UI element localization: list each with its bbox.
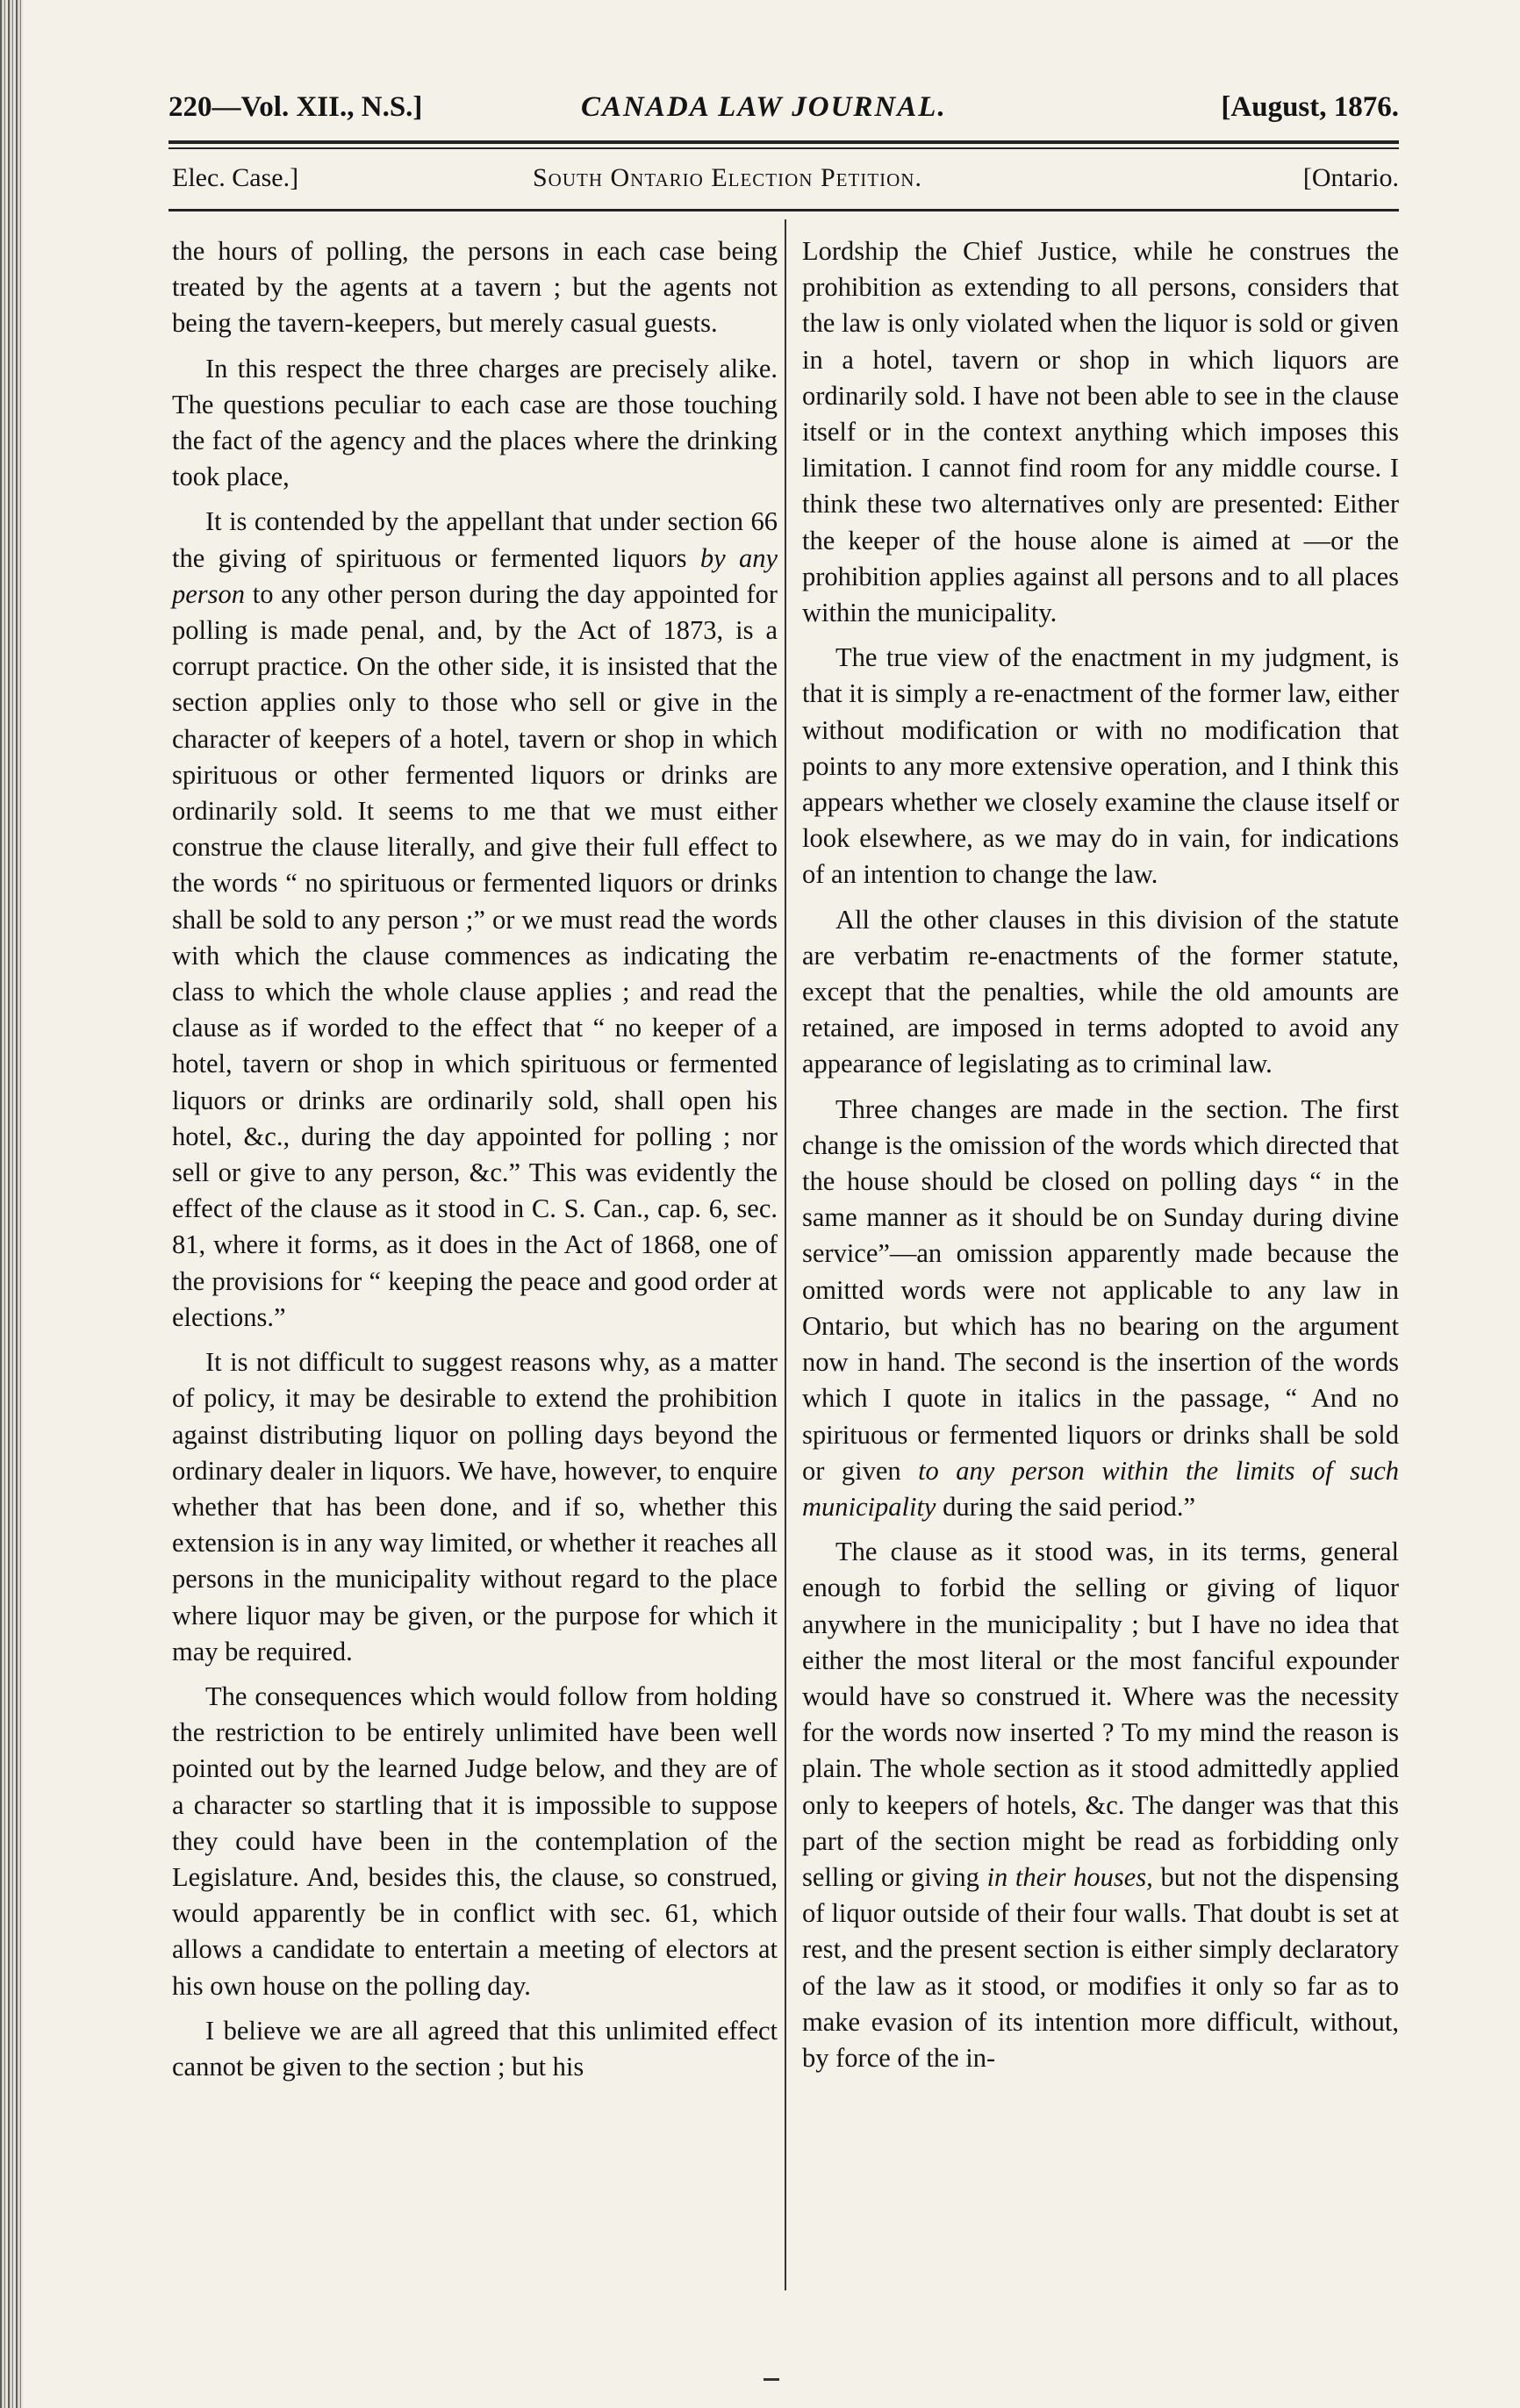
paragraph: It is not difficult to suggest reasons why, as a matter of policy, it may be desirable to extend the prohibition against distributing liquor on polling days beyond the ordinary dealer in liquors. We have, however, to enquire whether that has been done, and if so, whether this extension is in any way limited, or whether it reaches all persons in the municipality without regard to the place where liquor may be given, or the purpose for which it may be required.: [172, 1347, 778, 1666]
paragraph: [172, 504, 778, 1336]
header-rule: [168, 140, 1399, 144]
paragraph: The true view of the enactment in my judgment, is that it is simply a re-enactment of the former law, either without modification or with no modification that points to any more extensive operation, and I think this appears whether we closely examine the clause itself or look elsewhere, as we may do in vain, for indications of an intention to change the law.: [802, 642, 1399, 890]
case-title: South Ontario Election Petition.: [533, 163, 922, 192]
paragraph: the hours of polling, the persons in each case being treated by the agents at a tavern ; but the agents not being the tavern-keepers, but merely casual guests.: [172, 236, 778, 339]
page-mark: [764, 2378, 779, 2381]
paragraph-text: Three changes are made in the section. The first change is the omission of the words which directed that the house should be closed on polling days “ in the same manner as it should be on Sunday during divine service”—an omission apparently made because the omitted words were not applicable to any law in Ontario, but which has no bearing on the argument now in hand. The second is the insertion of the words which I quote in italics in the passage, “ And no spirituous or fermented liquors or drinks shall be sold or given: [802, 1093, 1399, 1486]
paragraph: In this respect the three charges are precisely alike. The questions peculiar to each case are those touching the fact of the agency and the places where the drinking took place,: [172, 353, 778, 492]
italic-phrase: in their houses,: [986, 1861, 1153, 1892]
paragraph-text: during the said period.”: [936, 1491, 1196, 1522]
paragraph-text: to any other person during the day appointed for polling is made penal, and, by the Act of 1873, is a corrupt practice. On the other side, it is insisted that the section applies only to those who sell or give in the character of keepers of a hotel, tavern or shop in which spirituous or other fermented liquors or drinks are ordinarily sold. It seems to me that we must either construe the clause literally, and give their full effect to the words “ no spirituous or fermented liquors or drinks shall be sold to any person ;” or we must read the words with which the clause commences as indicating the class to which the whole clause applies ; and read the clause as if worded to the effect that “ no keeper of a hotel, tavern or shop in which spirituous or fermented liquors or drinks are ordinarily sold, shall open his hotel, &c., during the day appointed for polling ; nor sell or give to any person, &c.” This was evidently the effect of the clause as it stood in C. S. Can., cap. 6, sec. 81, where it forms, as it does in the Act of 1868, one of the provisions for “ keeping the peace and good order at elections.”: [172, 578, 778, 1332]
italic-phrase: to any person within the limits of such municipality: [802, 1455, 1399, 1522]
left-column: [172, 233, 778, 2094]
italic-phrase: by any person: [172, 542, 778, 609]
paragraph: Lordship the Chief Justice, while he construes the prohibition as extending to all persons, considers that the law is only violated when the liquor is sold or given in a hotel, tavern or shop in which liquors are ordinarily sold. I have not been able to see in the clause itself or in the context anything which imposes this limitation. I cannot find room for any middle course. I think these two alternatives only are presented: Either the keeper of the house alone is aimed at —or the prohibition applies against all persons and to all places within the municipality.: [802, 236, 1399, 628]
paragraph: I believe we are all agreed that this unlimited effect cannot be given to the section ; but his: [172, 2015, 778, 2082]
volume-number: 220—Vol. XII., N.S.]: [168, 91, 423, 123]
header-rule-thin: [168, 147, 1399, 149]
case-head: [168, 163, 1399, 204]
subheader-rule: [168, 209, 1399, 211]
paragraph: The consequences which would follow from holding the restriction to be entirely unlimited have been well pointed out by the learned Judge below, and they are of a character so startling that it is impossible to suppose they could have been in the contemplation of the Legislature. And, besides this, the clause, so construed, would apparently be in conflict with sec. 61, which allows a candidate to entertain a meeting of electors at his own house on the polling day.: [172, 1681, 778, 2001]
paragraph: All the other clauses in this division of the statute are verbatim re-enactments of the former statute, except that the penalties, while the old amounts are retained, are imposed in terms adopted to avoid any appearance of legislating as to criminal law.: [802, 904, 1399, 1079]
journal-title: CANADA LAW JOURNAL.: [581, 91, 947, 123]
paragraph-text: The clause as it stood was, in its terms, general enough to forbid the selling or giving of liquor anywhere in the municipality ; but I have no idea that either the most literal or the most fanciful expounder would have so construed it. Where was the necessity for the words now inserted ? To my mind the reason is plain. The whole section as it stood admittedly applied only to keepers of hotels, &c. The danger was that this part of the section might be read as forbidding only selling or giving: [802, 1537, 1399, 1892]
right-column: [802, 233, 1399, 2085]
paragraph-text: but not the dispensing of liquor outside of their four walls. That doubt is set at rest, and the present section is either simply declaratory of the law as it stood, or modifies it only so far as to make evasion of its intention more difficult, without, by force of the in-: [802, 1861, 1400, 2073]
case-section: Elec. Case.]: [172, 163, 299, 192]
paragraph: [802, 1534, 1399, 2076]
issue-date: [August, 1876.: [1221, 91, 1399, 123]
case-province: [Ontario.: [1302, 163, 1399, 192]
running-head: [168, 84, 1399, 133]
paragraph-text: It is contended by the appellant that under section 66 the giving of spirituous or fermented liquors: [172, 506, 778, 573]
column-divider: [785, 219, 786, 2290]
binding-edge: [0, 0, 23, 2408]
paragraph: [802, 1092, 1399, 1525]
